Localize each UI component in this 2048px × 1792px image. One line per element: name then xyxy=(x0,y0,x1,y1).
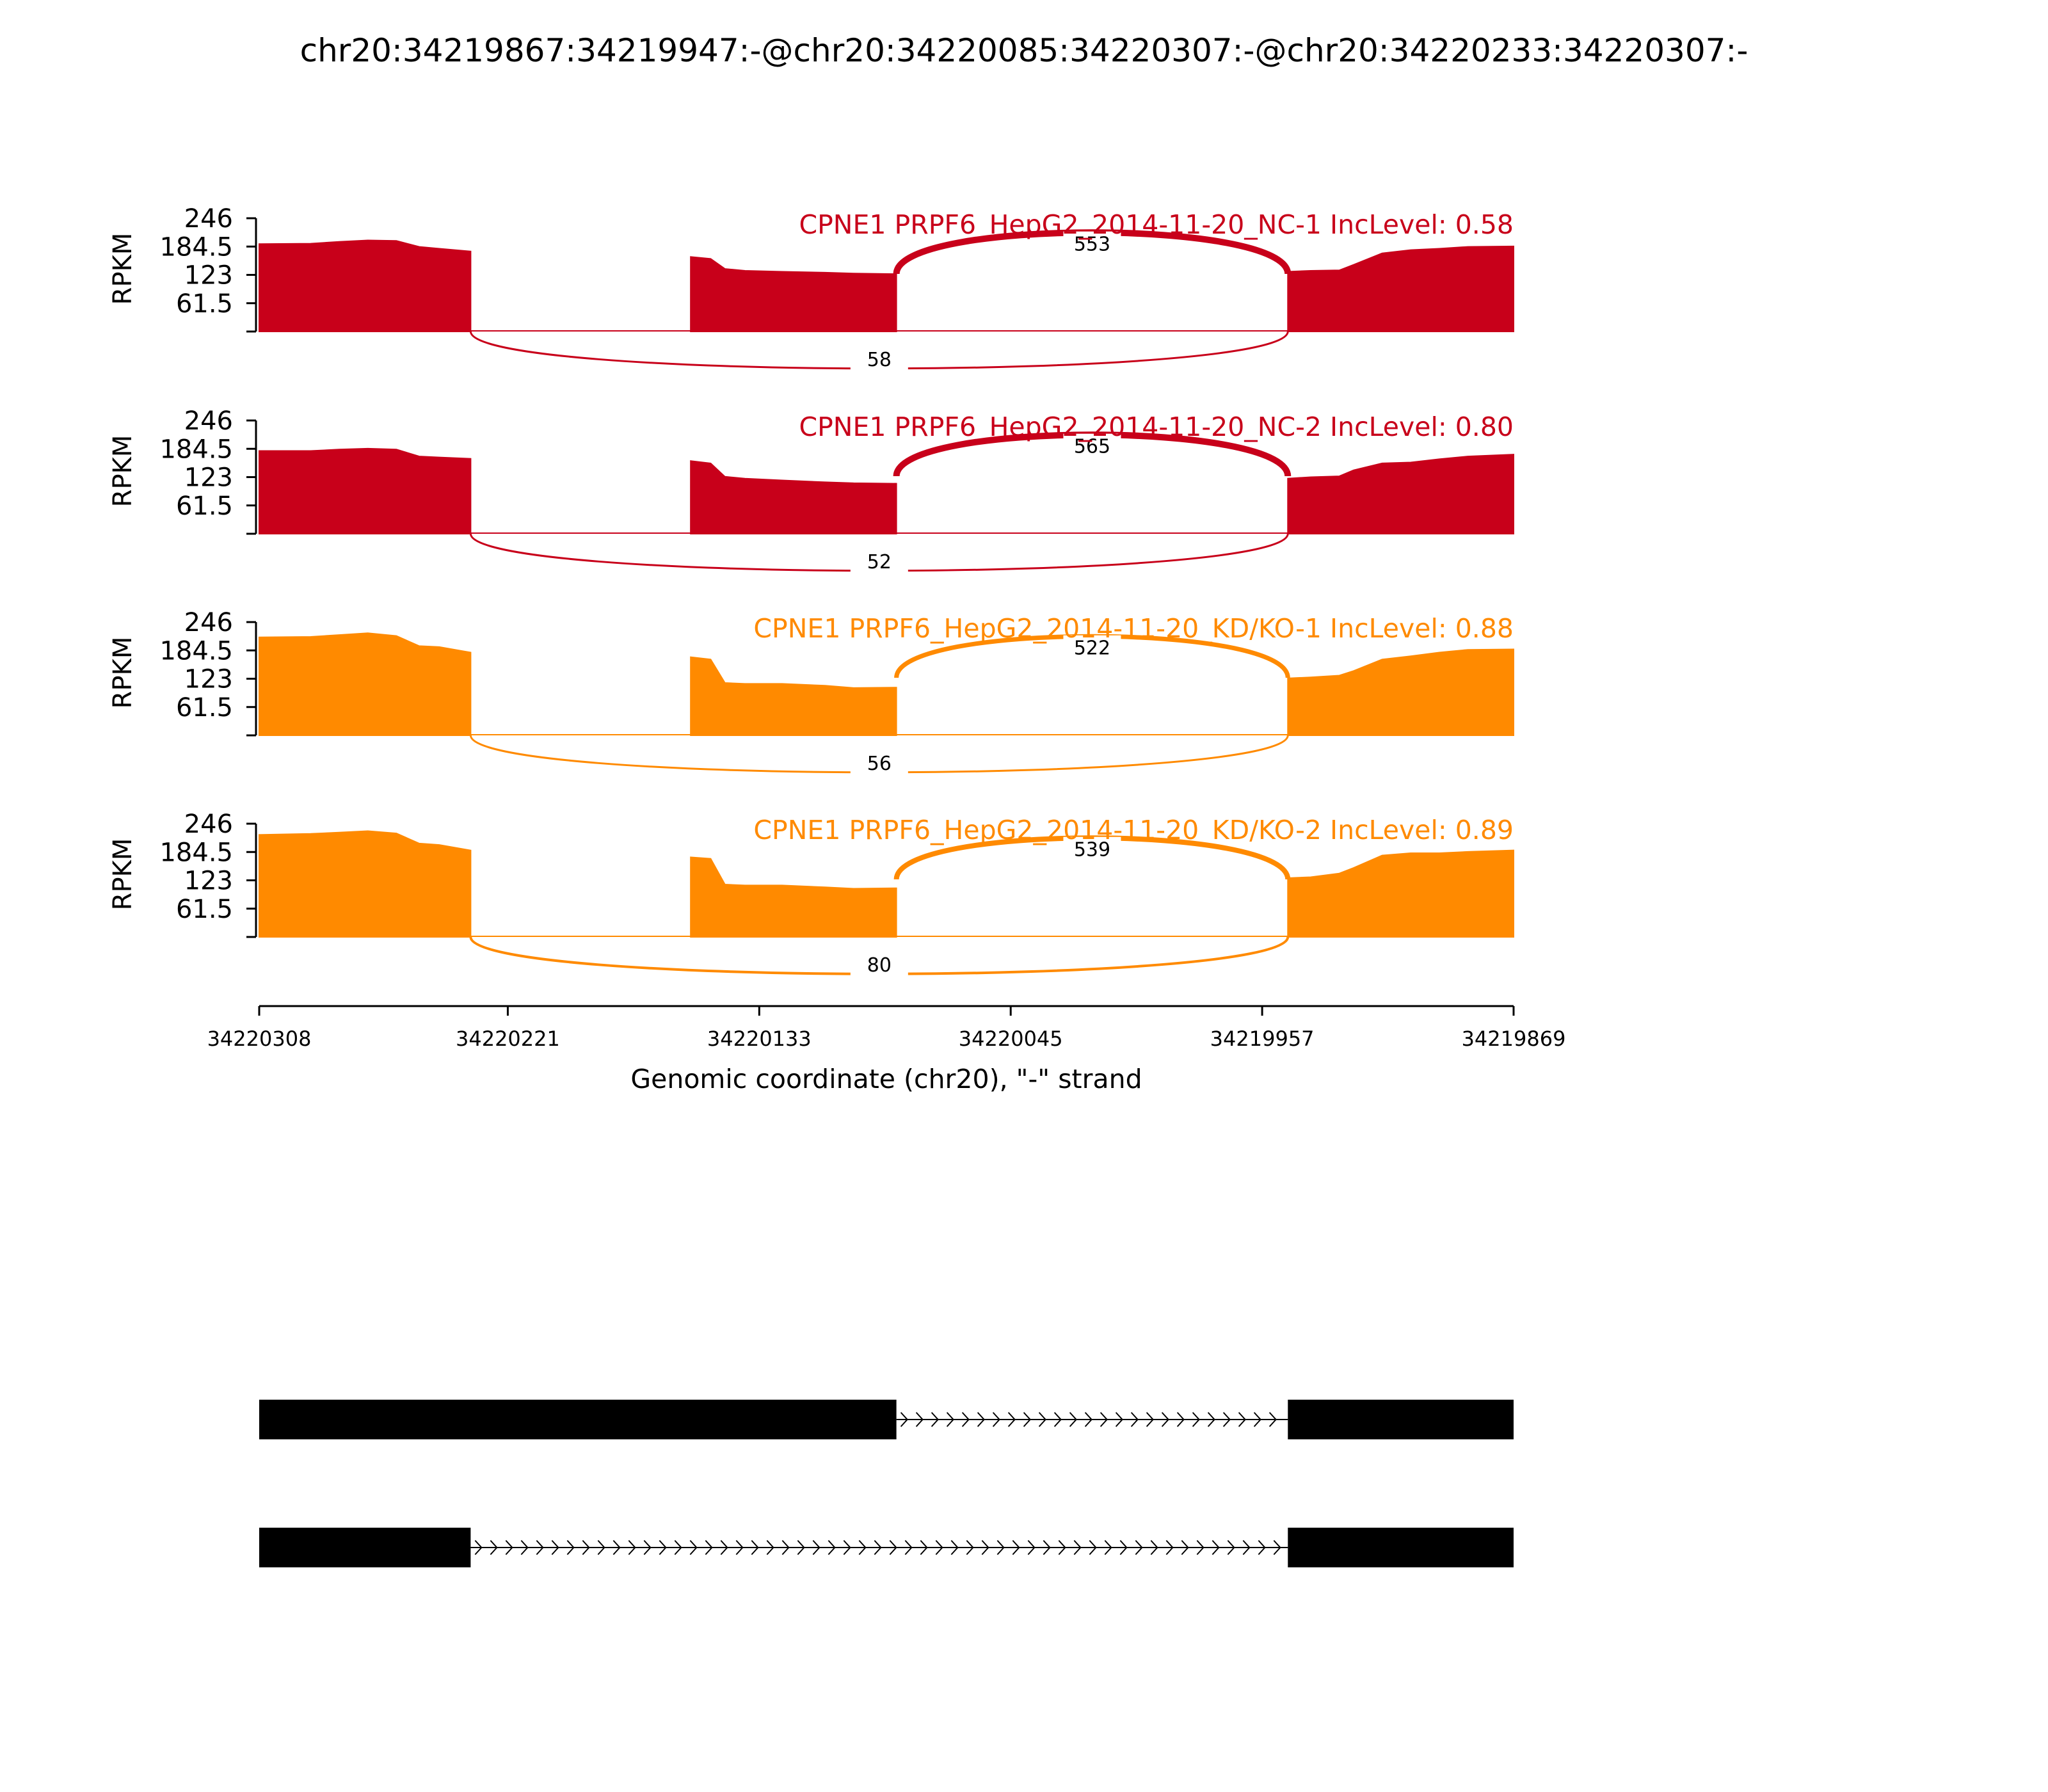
junction-label: 52 xyxy=(867,551,892,573)
panel-title: CPNE1 PRPF6_HepG2_2014-11-20_KD/KO-1 IncLevel: 0.88 xyxy=(753,613,1514,644)
junction-label: 522 xyxy=(1073,637,1111,660)
junction-label: 553 xyxy=(1073,233,1111,256)
y-tick-label: 246 xyxy=(184,406,233,436)
junction-label: 58 xyxy=(867,349,892,371)
y-tick-label: 123 xyxy=(184,260,233,291)
junction-label: 539 xyxy=(1073,838,1111,861)
y-tick-label: 184.5 xyxy=(159,232,233,262)
x-tick-label: 34220045 xyxy=(958,1027,1063,1051)
isoform-1 xyxy=(259,1400,1514,1439)
x-tick-label: 34219869 xyxy=(1461,1027,1566,1051)
coverage-area xyxy=(259,831,470,938)
panel-title: CPNE1 PRPF6_HepG2_2014-11-20_NC-1 IncLevel: 0.58 xyxy=(799,209,1514,240)
x-tick-label: 34219957 xyxy=(1210,1027,1315,1051)
coverage-area xyxy=(259,241,470,332)
exon-block xyxy=(259,1400,897,1439)
exon-block xyxy=(1288,1400,1514,1439)
junction-label: 565 xyxy=(1073,435,1111,458)
panel-title: CPNE1 PRPF6_HepG2_2014-11-20_KD/KO-2 IncLevel: 0.89 xyxy=(753,815,1514,845)
x-tick-label: 34220221 xyxy=(455,1027,560,1051)
y-axis-label: RPKM xyxy=(108,636,138,709)
x-tick-label: 34220133 xyxy=(707,1027,812,1051)
panel-title: CPNE1 PRPF6_HepG2_2014-11-20_NC-2 IncLevel: 0.80 xyxy=(799,412,1514,442)
y-tick-label: 246 xyxy=(184,810,233,839)
coverage-area xyxy=(259,449,470,534)
exon-block xyxy=(1288,1528,1514,1567)
y-tick-label: 123 xyxy=(184,866,233,896)
y-axis-label: RPKM xyxy=(108,838,138,911)
y-tick-label: 61.5 xyxy=(175,692,233,723)
y-tick-label: 61.5 xyxy=(175,894,233,924)
chart-title: chr20:34219867:34219947:-@chr20:34220085:34220307:-@chr20:34220233:34220307:- xyxy=(300,32,1748,69)
coverage-area xyxy=(259,633,470,735)
y-tick-label: 246 xyxy=(184,204,233,234)
y-tick-label: 123 xyxy=(184,664,233,694)
x-axis-label: Genomic coordinate (chr20), "-" strand xyxy=(630,1064,1142,1094)
y-tick-label: 61.5 xyxy=(175,289,233,319)
x-tick-label: 34220308 xyxy=(207,1027,312,1051)
exon-block xyxy=(259,1528,470,1567)
y-tick-label: 123 xyxy=(184,463,233,493)
y-tick-label: 246 xyxy=(184,608,233,637)
y-tick-label: 184.5 xyxy=(159,636,233,666)
y-tick-label: 184.5 xyxy=(159,838,233,868)
y-tick-label: 184.5 xyxy=(159,435,233,465)
junction-label: 80 xyxy=(867,954,892,977)
y-tick-label: 61.5 xyxy=(175,491,233,521)
junction-label: 56 xyxy=(867,753,892,775)
y-axis-label: RPKM xyxy=(108,435,138,508)
y-axis-label: RPKM xyxy=(108,232,138,305)
